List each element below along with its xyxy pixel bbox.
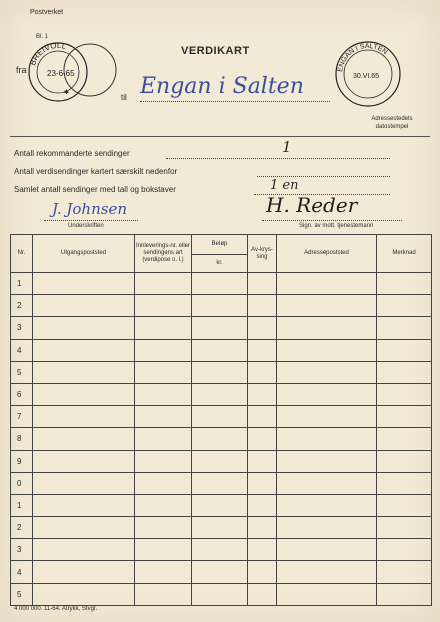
item-type-cell [135, 428, 192, 450]
remarks-cell [377, 472, 432, 494]
amount-cell [192, 517, 248, 539]
check-cell [248, 317, 277, 339]
check-cell [248, 517, 277, 539]
sender-postmark [26, 40, 118, 104]
table-row [11, 406, 432, 428]
col-origin-header: Utgangspoststed [33, 235, 135, 273]
form-number: Bl. 1 [36, 34, 49, 40]
col-amount-header: Beløp [192, 235, 248, 255]
amount-cell [192, 383, 248, 405]
check-cell [248, 428, 277, 450]
check-cell [248, 406, 277, 428]
item-type-cell [135, 561, 192, 583]
check-cell [248, 361, 277, 383]
destination-cell [277, 383, 377, 405]
consignment-table [10, 234, 432, 606]
table-row [11, 383, 432, 405]
header-divider [10, 136, 430, 137]
amount-cell [192, 339, 248, 361]
destination-cell [277, 406, 377, 428]
check-cell [248, 339, 277, 361]
row-number: 3 [11, 539, 33, 561]
to-handwriting: Engan i Salten [140, 74, 304, 99]
remarks-cell [377, 339, 432, 361]
item-type-cell [135, 383, 192, 405]
remarks-cell [377, 428, 432, 450]
row-number: 4 [11, 561, 33, 583]
sender-signature-caption: Underskriften [68, 223, 104, 229]
page-title: VERDIKART [181, 45, 250, 57]
remarks-cell [377, 450, 432, 472]
sender-stamp-place: BREIVOLL [28, 40, 68, 67]
col-destination-header: Adressepoststed [277, 235, 377, 273]
col-remarks-header: Merknad [377, 235, 432, 273]
destination-cell [277, 361, 377, 383]
origin-cell [33, 561, 135, 583]
origin-cell [33, 317, 135, 339]
amount-cell [192, 561, 248, 583]
table-row [11, 583, 432, 605]
registered-count-label: Antall rekommanderte sendinger [14, 149, 130, 158]
from-label: fra [16, 65, 27, 75]
item-type-cell [135, 273, 192, 295]
origin-cell [33, 450, 135, 472]
origin-cell [33, 517, 135, 539]
item-type-cell [135, 339, 192, 361]
check-cell [248, 472, 277, 494]
sender-stamp-date: 23-6-65 [47, 69, 75, 78]
destination-cell [277, 450, 377, 472]
remarks-cell [377, 383, 432, 405]
destination-cell [277, 273, 377, 295]
item-type-cell [135, 295, 192, 317]
row-number: 2 [11, 295, 33, 317]
check-cell [248, 561, 277, 583]
amount-cell [192, 295, 248, 317]
table-row [11, 472, 432, 494]
destination-cell [277, 539, 377, 561]
remarks-cell [377, 295, 432, 317]
receiver-signature: H. Reder [266, 193, 358, 217]
amount-cell [192, 583, 248, 605]
item-type-cell [135, 472, 192, 494]
table-row [11, 428, 432, 450]
table-row [11, 317, 432, 339]
row-number: 6 [11, 383, 33, 405]
receiver-signature-line [262, 220, 402, 221]
table-row [11, 450, 432, 472]
origin-cell [33, 583, 135, 605]
receiver-signature-caption: Sign. av mott. tjenestemann [299, 223, 374, 229]
row-number: 2 [11, 517, 33, 539]
check-cell [248, 494, 277, 516]
sender-signature: J. Johnsen [52, 200, 127, 218]
row-number: 1 [11, 273, 33, 295]
col-check-header: Av-krys-sing [248, 235, 277, 273]
amount-cell [192, 317, 248, 339]
item-type-cell [135, 406, 192, 428]
destination-cell [277, 428, 377, 450]
item-type-cell [135, 517, 192, 539]
origin-cell [33, 273, 135, 295]
total-count-value: 1 en [270, 178, 299, 193]
destination-cell [277, 317, 377, 339]
origin-cell [33, 383, 135, 405]
to-line [140, 101, 330, 102]
total-count-label: Samlet antall sendinger med tall og bokstaver [14, 185, 176, 194]
sender-signature-line [44, 220, 138, 221]
receiver-stamp-caption: Adressestedets datostempel [371, 116, 413, 130]
destination-cell [277, 494, 377, 516]
check-cell [248, 450, 277, 472]
destination-cell [277, 472, 377, 494]
receiver-stamp-place: ENGAN I SALTEN [337, 42, 389, 73]
row-number: 5 [11, 361, 33, 383]
remarks-cell [377, 361, 432, 383]
row-number: 4 [11, 339, 33, 361]
remarks-cell [377, 317, 432, 339]
origin-cell [33, 472, 135, 494]
remarks-cell [377, 406, 432, 428]
remarks-cell [377, 583, 432, 605]
row-number: 3 [11, 317, 33, 339]
table-row [11, 539, 432, 561]
row-number: 8 [11, 428, 33, 450]
check-cell [248, 273, 277, 295]
print-info: 4 000 000. 11-64. Atrykk, Stvgr. [14, 606, 98, 612]
value-count-label: Antall verdisendinger kartert særskilt nedenfor [14, 167, 178, 176]
remarks-cell [377, 273, 432, 295]
origin-cell [33, 295, 135, 317]
amount-cell [192, 539, 248, 561]
origin-cell [33, 339, 135, 361]
amount-cell [192, 406, 248, 428]
receiver-stamp-date: 30.VI.65 [353, 73, 380, 80]
amount-cell [192, 361, 248, 383]
table-row [11, 295, 432, 317]
item-type-cell [135, 494, 192, 516]
amount-cell [192, 273, 248, 295]
table-row [11, 494, 432, 516]
origin-cell [33, 361, 135, 383]
item-type-cell [135, 539, 192, 561]
item-type-cell [135, 450, 192, 472]
row-number: 0 [11, 472, 33, 494]
svg-text:✱: ✱ [64, 90, 70, 96]
origin-cell [33, 494, 135, 516]
row-number: 7 [11, 406, 33, 428]
receiver-postmark [332, 38, 404, 110]
check-cell [248, 539, 277, 561]
table-row [11, 273, 432, 295]
amount-cell [192, 450, 248, 472]
table-row [11, 361, 432, 383]
amount-cell [192, 494, 248, 516]
destination-cell [277, 517, 377, 539]
item-type-cell [135, 317, 192, 339]
registered-count-line [166, 158, 390, 159]
destination-cell [277, 339, 377, 361]
table-row [11, 339, 432, 361]
check-cell [248, 383, 277, 405]
remarks-cell [377, 561, 432, 583]
origin-cell [33, 406, 135, 428]
table-row [11, 517, 432, 539]
value-count-line [257, 176, 390, 177]
postverket-label: Postverket [30, 9, 64, 16]
row-number: 1 [11, 494, 33, 516]
check-cell [248, 295, 277, 317]
destination-cell [277, 561, 377, 583]
remarks-cell [377, 517, 432, 539]
amount-cell [192, 472, 248, 494]
col-nr-header: Nr. [11, 235, 33, 273]
check-cell [248, 583, 277, 605]
item-type-cell [135, 361, 192, 383]
col-amount-kr-header: kr. [192, 255, 248, 273]
origin-cell [33, 539, 135, 561]
row-number: 9 [11, 450, 33, 472]
amount-cell [192, 428, 248, 450]
item-type-cell [135, 583, 192, 605]
col-item-type-header: Innleverings-nr. eller sendingens art (verdipose o. l.) [135, 235, 192, 273]
destination-cell [277, 583, 377, 605]
destination-cell [277, 295, 377, 317]
remarks-cell [377, 539, 432, 561]
row-number: 5 [11, 583, 33, 605]
table-row [11, 561, 432, 583]
registered-count-value: 1 [282, 138, 292, 156]
origin-cell [33, 428, 135, 450]
to-label: til [121, 93, 127, 102]
remarks-cell [377, 494, 432, 516]
